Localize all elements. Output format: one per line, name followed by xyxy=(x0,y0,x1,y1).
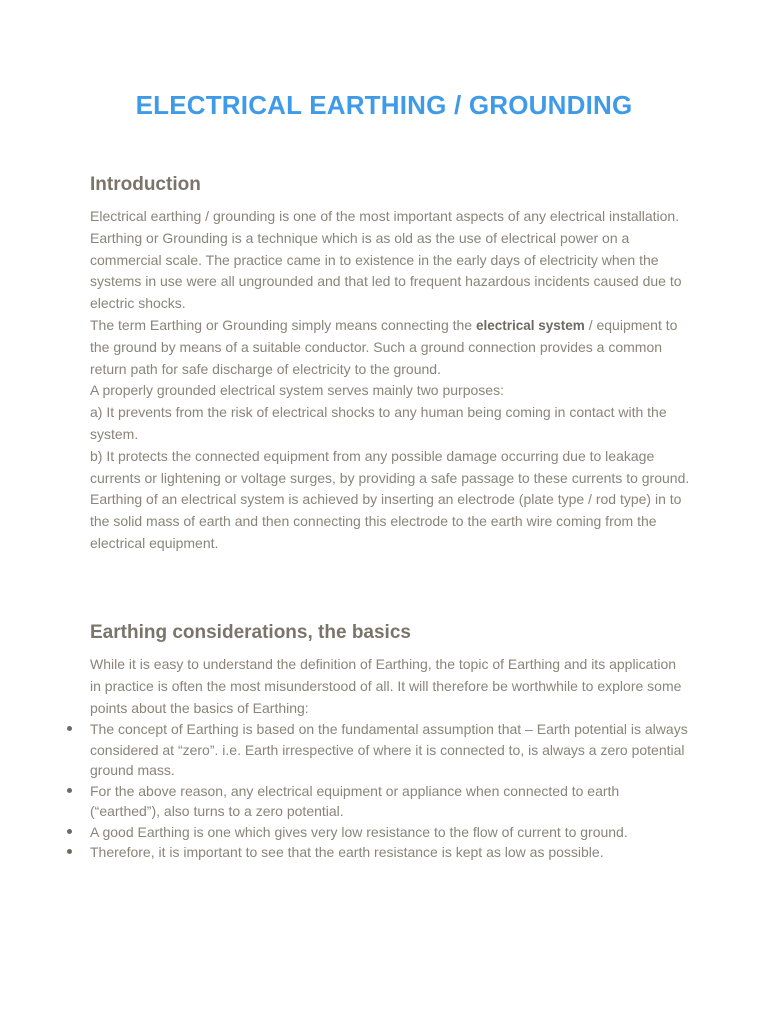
list-item xyxy=(90,781,690,822)
basics-heading: Earthing considerations, the basics xyxy=(90,622,411,643)
list-item xyxy=(90,719,690,781)
intro-paragraph-6: Earthing of an electrical system is achieved by inserting an electrode (plate type / rod type) in to the solid mass of earth and then connecting this electrode to the earth wire coming from the electrical equipment. xyxy=(90,491,682,551)
list-item xyxy=(90,822,690,843)
intro-p2-after: / equipment to the ground by means of a suitable conductor. Such a ground connection provides a common return path for safe discharge of electricity to the ground. xyxy=(90,316,678,377)
basics-section xyxy=(90,622,690,863)
list-item xyxy=(90,842,690,863)
basics-bullet-list xyxy=(90,719,690,863)
introduction-section xyxy=(90,174,690,555)
intro-paragraph-5: b) It protects the connected equipment from any possible damage occurring due to leakage currents or lightening or voltage surges, by providing a safe passage to these currents to ground. xyxy=(90,447,690,486)
intro-paragraph-3: A properly grounded electrical system serves mainly two purposes: xyxy=(90,382,504,399)
bullet-icon xyxy=(67,829,72,834)
basics-paragraph-1: While it is easy to understand the definition of Earthing, the topic of Earthing and its application in practice is often the most misunderstood of all. It will therefore be worthwhile to explore some points about the basics of Earthing: xyxy=(90,656,682,716)
bullet-icon xyxy=(67,849,72,854)
bullet-text: A good Earthing is one which gives very low resistance to the flow of current to ground. xyxy=(90,823,628,840)
intro-p2-before: The term Earthing or Grounding simply means connecting the xyxy=(90,316,476,333)
introduction-heading: Introduction xyxy=(90,174,201,195)
bullet-icon xyxy=(67,788,72,793)
bullet-icon xyxy=(67,726,72,731)
electrical-system-link[interactable]: electrical system xyxy=(475,317,585,333)
intro-paragraph-4: a) It prevents from the risk of electrical shocks to any human being coming in contact with the system. xyxy=(90,404,667,442)
intro-paragraph-2 xyxy=(90,315,690,380)
bullet-text: For the above reason, any electrical equipment or appliance when connected to earth (“earthed”), also turns to a zero potential. xyxy=(90,782,620,820)
intro-paragraph-1: Electrical earthing / grounding is one of the most important aspects of any electrical installation. Earthing or Grounding is a technique which is as old as the use of electrical power on a commercial scale. The practice came in to existence in the early days of electricity when the systems in use were all ungrounded and that led to frequent hazardous incidents caused due to electric shocks. xyxy=(90,208,682,312)
bullet-text: The concept of Earthing is based on the fundamental assumption that – Earth potential is always considered at “zero”. i.e. Earth irrespective of where it is connected to, is always a zero potential ground mass. xyxy=(90,721,688,779)
bullet-text: Therefore, it is important to see that the earth resistance is kept as low as possible. xyxy=(90,844,604,861)
page-title: ELECTRICAL EARTHING / GROUNDING xyxy=(135,90,633,120)
